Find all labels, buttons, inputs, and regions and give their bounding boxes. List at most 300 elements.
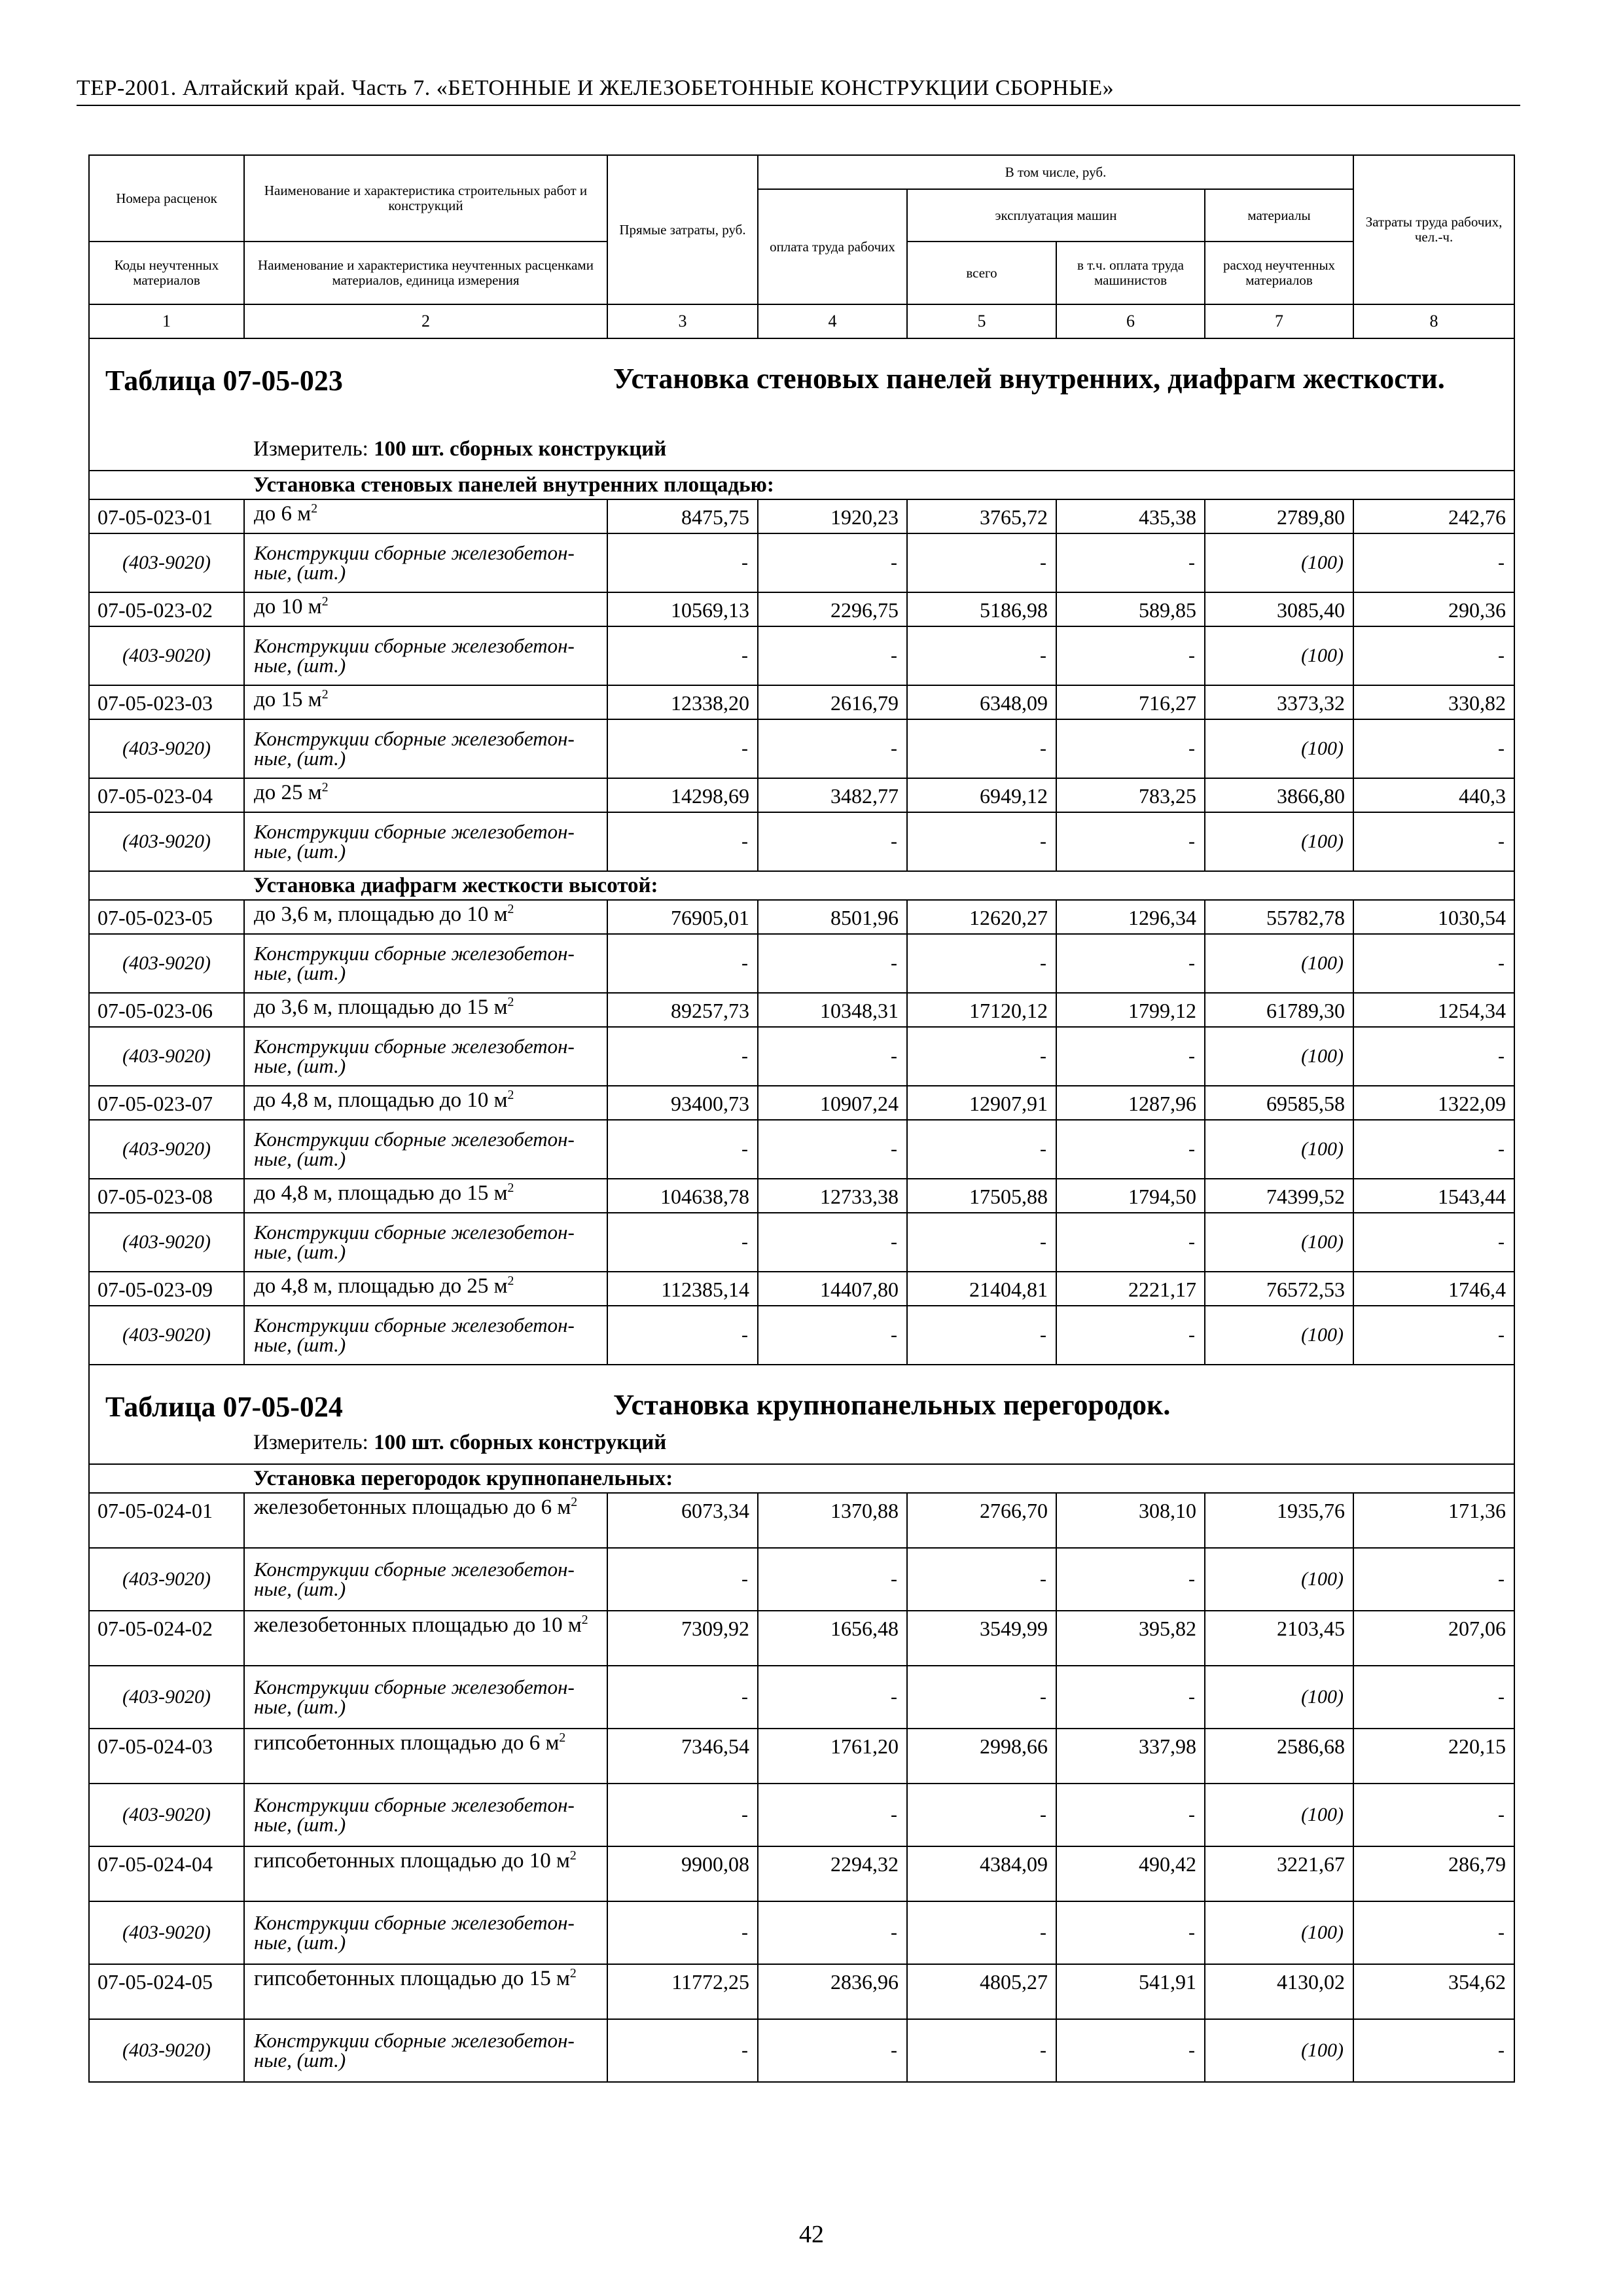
empty-dash: -: [1056, 1666, 1205, 1729]
empty-dash: -: [607, 1784, 758, 1846]
col-number: 5: [907, 304, 1056, 338]
empty-dash: -: [1056, 1120, 1205, 1179]
rate-code: 07-05-023-01: [89, 499, 244, 533]
empty-dash: -: [1353, 1027, 1514, 1086]
empty-dash: -: [758, 1666, 907, 1729]
material-count: (100): [1205, 1666, 1353, 1729]
empty-dash: -: [1056, 812, 1205, 871]
col1-bottom-header: Коды неучтенных материалов: [89, 242, 244, 304]
cost-value: 2789,80: [1205, 499, 1353, 533]
empty-dash: -: [1353, 1306, 1514, 1365]
table-number: Таблица 07-05-023: [105, 365, 343, 397]
cost-value: 3765,72: [907, 499, 1056, 533]
cost-value: 171,36: [1353, 1493, 1514, 1548]
empty-dash: -: [1056, 2019, 1205, 2082]
material-code: (403-9020): [89, 1027, 244, 1086]
cost-value: 3482,77: [758, 778, 907, 812]
table-row: [89, 993, 1514, 1027]
col-number: 6: [1056, 304, 1205, 338]
material-count: (100): [1205, 533, 1353, 592]
cost-value: 1799,12: [1056, 993, 1205, 1027]
material-count: (100): [1205, 812, 1353, 871]
empty-dash: -: [607, 1213, 758, 1272]
rate-code: 07-05-023-03: [89, 685, 244, 719]
unit-label: Измеритель:: [253, 437, 368, 461]
cost-value: 10907,24: [758, 1086, 907, 1120]
empty-dash: -: [758, 1027, 907, 1086]
table-caption: [89, 1365, 1514, 1464]
cost-value: 716,27: [1056, 685, 1205, 719]
table-row: [89, 1964, 1514, 2019]
cost-value: 1656,48: [758, 1611, 907, 1666]
cost-value: 2103,45: [1205, 1611, 1353, 1666]
empty-dash: -: [758, 626, 907, 685]
section-heading: Установка стеновых панелей внутренних площадью:: [89, 471, 1514, 499]
cost-value: 17120,12: [907, 993, 1056, 1027]
cost-value: 76572,53: [1205, 1272, 1353, 1306]
material-description: Конструкции сборные железобетон-ные, (шт.): [244, 1784, 607, 1846]
work-description: до 3,6 м, площадью до 15 $м^2$: [244, 993, 607, 1027]
material-row: [89, 533, 1514, 592]
material-description: Конструкции сборные железобетон-ные, (шт.): [244, 1306, 607, 1365]
cost-value: 783,25: [1056, 778, 1205, 812]
running-head: ТЕР-2001. Алтайский край. Часть 7. «БЕТОННЫЕ И ЖЕЛЕЗОБЕТОННЫЕ КОНСТРУКЦИИ СБОРНЫЕ»: [77, 76, 1115, 100]
empty-dash: -: [1353, 812, 1514, 871]
material-row: [89, 1120, 1514, 1179]
materials-header: материалы: [1205, 189, 1353, 242]
table-row: [89, 1729, 1514, 1784]
table-row: [89, 685, 1514, 719]
superscript: 2: [321, 780, 329, 795]
cost-value: 2998,66: [907, 1729, 1056, 1784]
empty-dash: -: [907, 1784, 1056, 1846]
material-count: (100): [1205, 719, 1353, 778]
col5-header: всего: [907, 242, 1056, 304]
work-description: до 10 $м^2$: [244, 592, 607, 626]
cost-value: 6949,12: [907, 778, 1056, 812]
empty-dash: -: [907, 1666, 1056, 1729]
cost-value: 1322,09: [1353, 1086, 1514, 1120]
material-count: (100): [1205, 1784, 1353, 1846]
rate-code: 07-05-024-05: [89, 1964, 244, 2019]
cost-value: 2296,75: [758, 592, 907, 626]
cost-value: 8475,75: [607, 499, 758, 533]
material-row: [89, 1548, 1514, 1611]
cost-value: 6348,09: [907, 685, 1056, 719]
col-number: 7: [1205, 304, 1353, 338]
cost-value: 76905,01: [607, 900, 758, 934]
cost-value: 12907,91: [907, 1086, 1056, 1120]
cost-value: 8501,96: [758, 900, 907, 934]
col-number: 1: [89, 304, 244, 338]
empty-dash: -: [758, 533, 907, 592]
material-code: (403-9020): [89, 626, 244, 685]
cost-value: 1370,88: [758, 1493, 907, 1548]
empty-dash: -: [1353, 719, 1514, 778]
material-row: [89, 1901, 1514, 1964]
material-description: Конструкции сборные железобетон-ные, (шт.): [244, 1213, 607, 1272]
cost-value: 1254,34: [1353, 993, 1514, 1027]
work-description: железобетонных площадью до 6 $м^2$: [244, 1493, 607, 1548]
col4-header: оплата труда рабочих: [758, 189, 907, 304]
empty-dash: -: [907, 1901, 1056, 1964]
cost-value: 290,36: [1353, 592, 1514, 626]
cost-value: 6073,34: [607, 1493, 758, 1548]
col-number: 8: [1353, 304, 1514, 338]
empty-dash: -: [758, 1901, 907, 1964]
work-description: до 15 $м^2$: [244, 685, 607, 719]
cost-value: 17505,88: [907, 1179, 1056, 1213]
material-code: (403-9020): [89, 1213, 244, 1272]
cost-value: 10569,13: [607, 592, 758, 626]
cost-value: 3221,67: [1205, 1846, 1353, 1901]
empty-dash: -: [1353, 1548, 1514, 1611]
cost-value: 541,91: [1056, 1964, 1205, 2019]
material-count: (100): [1205, 934, 1353, 993]
empty-dash: -: [758, 1548, 907, 1611]
material-description: Конструкции сборные железобетон-ные, (шт.): [244, 1901, 607, 1964]
cost-value: 2766,70: [907, 1493, 1056, 1548]
work-description: гипсобетонных площадью до 15 $м^2$: [244, 1964, 607, 2019]
superscript: 2: [311, 501, 318, 516]
empty-dash: -: [607, 1027, 758, 1086]
unit-value: 100 шт. сборных конструкций: [374, 437, 667, 461]
empty-dash: -: [907, 812, 1056, 871]
cost-value: 490,42: [1056, 1846, 1205, 1901]
cost-value: 1761,20: [758, 1729, 907, 1784]
work-description: до 25 $м^2$: [244, 778, 607, 812]
empty-dash: -: [907, 934, 1056, 993]
col-number: 3: [607, 304, 758, 338]
empty-dash: -: [758, 1306, 907, 1365]
cost-value: 3085,40: [1205, 592, 1353, 626]
cost-value: 12733,38: [758, 1179, 907, 1213]
material-code: (403-9020): [89, 934, 244, 993]
empty-dash: -: [907, 533, 1056, 592]
material-code: (403-9020): [89, 2019, 244, 2082]
material-description: Конструкции сборные железобетон-ные, (шт.): [244, 626, 607, 685]
rate-code: 07-05-024-02: [89, 1611, 244, 1666]
empty-dash: -: [607, 1548, 758, 1611]
empty-dash: -: [1056, 1901, 1205, 1964]
superscript: 2: [507, 902, 514, 916]
cost-value: 589,85: [1056, 592, 1205, 626]
cost-value: 308,10: [1056, 1493, 1205, 1548]
empty-dash: -: [607, 1306, 758, 1365]
cost-value: 3866,80: [1205, 778, 1353, 812]
table-row: [89, 778, 1514, 812]
table-row: [89, 1179, 1514, 1213]
empty-dash: -: [607, 812, 758, 871]
col8-header: Затраты труда рабочих, чел.-ч.: [1353, 155, 1514, 304]
cost-value: 4384,09: [907, 1846, 1056, 1901]
col6-header: в т.ч. оплата труда машинистов: [1056, 242, 1205, 304]
empty-dash: -: [1353, 1666, 1514, 1729]
superscript: 2: [581, 1613, 588, 1627]
material-code: (403-9020): [89, 1784, 244, 1846]
empty-dash: -: [1353, 2019, 1514, 2082]
cost-value: 3549,99: [907, 1611, 1056, 1666]
table-row: [89, 1086, 1514, 1120]
cost-value: 5186,98: [907, 592, 1056, 626]
cost-value: 12338,20: [607, 685, 758, 719]
price-table: [88, 154, 1514, 2083]
col7-header: расход неучтенных материалов: [1205, 242, 1353, 304]
cost-value: 1746,4: [1353, 1272, 1514, 1306]
cost-value: 1287,96: [1056, 1086, 1205, 1120]
table-row: [89, 900, 1514, 934]
material-row: [89, 1784, 1514, 1846]
empty-dash: -: [907, 1548, 1056, 1611]
work-description: гипсобетонных площадью до 6 $м^2$: [244, 1729, 607, 1784]
empty-dash: -: [1056, 626, 1205, 685]
empty-dash: -: [758, 719, 907, 778]
work-description: гипсобетонных площадью до 10 $м^2$: [244, 1846, 607, 1901]
material-count: (100): [1205, 2019, 1353, 2082]
material-description: Конструкции сборные железобетон-ные, (шт.): [244, 812, 607, 871]
rate-code: 07-05-023-07: [89, 1086, 244, 1120]
cost-value: 104638,78: [607, 1179, 758, 1213]
empty-dash: -: [607, 1901, 758, 1964]
empty-dash: -: [1353, 626, 1514, 685]
material-description: Конструкции сборные железобетон-ные, (шт.): [244, 1666, 607, 1729]
empty-dash: -: [758, 1120, 907, 1179]
cost-value: 4130,02: [1205, 1964, 1353, 2019]
empty-dash: -: [758, 812, 907, 871]
cost-value: 9900,08: [607, 1846, 758, 1901]
rate-code: 07-05-024-01: [89, 1493, 244, 1548]
work-description: до 4,8 м, площадью до 10 $м^2$: [244, 1086, 607, 1120]
incl-header: В том числе, руб.: [758, 155, 1353, 189]
superscript: 2: [571, 1495, 578, 1509]
empty-dash: -: [907, 626, 1056, 685]
section-heading: Установка перегородок крупнопанельных:: [89, 1464, 1514, 1493]
cost-value: 337,98: [1056, 1729, 1205, 1784]
cost-value: 395,82: [1056, 1611, 1205, 1666]
work-description: до 6 $м^2$: [244, 499, 607, 533]
cost-value: 2616,79: [758, 685, 907, 719]
material-description: Конструкции сборные железобетон-ные, (шт.): [244, 533, 607, 592]
material-count: (100): [1205, 1120, 1353, 1179]
empty-dash: -: [607, 719, 758, 778]
material-row: [89, 626, 1514, 685]
cost-value: 55782,78: [1205, 900, 1353, 934]
cost-value: 7309,92: [607, 1611, 758, 1666]
empty-dash: -: [607, 626, 758, 685]
superscript: 2: [507, 1181, 514, 1195]
material-description: Конструкции сборные железобетон-ные, (шт.): [244, 719, 607, 778]
superscript: 2: [321, 594, 329, 609]
empty-dash: -: [607, 2019, 758, 2082]
work-description: до 4,8 м, площадью до 25 $м^2$: [244, 1272, 607, 1306]
empty-dash: -: [1353, 533, 1514, 592]
table-row: [89, 1493, 1514, 1548]
empty-dash: -: [607, 1666, 758, 1729]
rate-code: 07-05-023-04: [89, 778, 244, 812]
material-row: [89, 719, 1514, 778]
empty-dash: -: [907, 1213, 1056, 1272]
empty-dash: -: [607, 533, 758, 592]
cost-value: 1794,50: [1056, 1179, 1205, 1213]
rate-code: 07-05-024-04: [89, 1846, 244, 1901]
cost-value: 2586,68: [1205, 1729, 1353, 1784]
cost-value: 3373,32: [1205, 685, 1353, 719]
work-description: до 3,6 м, площадью до 10 $м^2$: [244, 900, 607, 934]
rate-code: 07-05-023-02: [89, 592, 244, 626]
table-title: Установка стеновых панелей внутренних, диафрагм жесткости.: [613, 363, 1445, 395]
cost-value: 1030,54: [1353, 900, 1514, 934]
superscript: 2: [321, 687, 329, 702]
superscript: 2: [569, 1966, 577, 1981]
col2-bottom-header: Наименование и характеристика неучтенных расценками материалов, единица измерения: [244, 242, 607, 304]
cost-value: 1935,76: [1205, 1493, 1353, 1548]
cost-value: 435,38: [1056, 499, 1205, 533]
cost-value: 93400,73: [607, 1086, 758, 1120]
table-row: [89, 1846, 1514, 1901]
empty-dash: -: [1353, 1120, 1514, 1179]
empty-dash: -: [1056, 1784, 1205, 1846]
cost-value: 2221,17: [1056, 1272, 1205, 1306]
cost-value: 14298,69: [607, 778, 758, 812]
cost-value: 242,76: [1353, 499, 1514, 533]
cost-value: 2836,96: [758, 1964, 907, 2019]
material-code: (403-9020): [89, 1666, 244, 1729]
cost-value: 1296,34: [1056, 900, 1205, 934]
table-unit: [253, 1431, 666, 1455]
empty-dash: -: [1056, 1548, 1205, 1611]
empty-dash: -: [1353, 1784, 1514, 1846]
rate-code: 07-05-024-03: [89, 1729, 244, 1784]
material-code: (403-9020): [89, 1120, 244, 1179]
empty-dash: -: [907, 2019, 1056, 2082]
table-unit: [253, 437, 666, 461]
empty-dash: -: [1353, 1901, 1514, 1964]
cost-value: 10348,31: [758, 993, 907, 1027]
empty-dash: -: [758, 934, 907, 993]
rate-code: 07-05-023-06: [89, 993, 244, 1027]
empty-dash: -: [607, 1120, 758, 1179]
material-description: Конструкции сборные железобетон-ные, (шт.): [244, 1548, 607, 1611]
material-code: (403-9020): [89, 1548, 244, 1611]
cost-value: 220,15: [1353, 1729, 1514, 1784]
empty-dash: -: [907, 1306, 1056, 1365]
cost-value: 2294,32: [758, 1846, 907, 1901]
superscript: 2: [507, 995, 514, 1009]
col-number: 4: [758, 304, 907, 338]
material-row: [89, 1666, 1514, 1729]
material-count: (100): [1205, 626, 1353, 685]
cost-value: 14407,80: [758, 1272, 907, 1306]
empty-dash: -: [1056, 1027, 1205, 1086]
empty-dash: -: [1056, 1213, 1205, 1272]
machines-header: эксплуатация машин: [907, 189, 1205, 242]
unit-label: Измеритель:: [253, 1431, 368, 1454]
material-row: [89, 1213, 1514, 1272]
empty-dash: -: [1056, 934, 1205, 993]
cost-value: 89257,73: [607, 993, 758, 1027]
superscript: 2: [569, 1848, 577, 1863]
rate-code: 07-05-023-08: [89, 1179, 244, 1213]
empty-dash: -: [907, 719, 1056, 778]
empty-dash: -: [1353, 934, 1514, 993]
material-row: [89, 934, 1514, 993]
material-code: (403-9020): [89, 533, 244, 592]
cost-value: 1920,23: [758, 499, 907, 533]
material-row: [89, 2019, 1514, 2082]
col3-header: Прямые затраты, руб.: [607, 155, 758, 304]
material-description: Конструкции сборные железобетон-ные, (шт.): [244, 2019, 607, 2082]
cost-value: 74399,52: [1205, 1179, 1353, 1213]
empty-dash: -: [758, 2019, 907, 2082]
table-row: [89, 499, 1514, 533]
table-number: Таблица 07-05-024: [105, 1391, 343, 1423]
table-title: Установка крупнопанельных перегородок.: [613, 1389, 1171, 1421]
material-row: [89, 1027, 1514, 1086]
material-description: Конструкции сборные железобетон-ные, (шт.): [244, 934, 607, 993]
material-description: Конструкции сборные железобетон-ные, (шт.): [244, 1120, 607, 1179]
rate-code: 07-05-023-09: [89, 1272, 244, 1306]
work-description: железобетонных площадью до 10 $м^2$: [244, 1611, 607, 1666]
cost-value: 69585,58: [1205, 1086, 1353, 1120]
superscript: 2: [559, 1731, 566, 1745]
table-row: [89, 592, 1514, 626]
material-code: (403-9020): [89, 719, 244, 778]
rate-code: 07-05-023-05: [89, 900, 244, 934]
col-number: 2: [244, 304, 607, 338]
material-code: (403-9020): [89, 1306, 244, 1365]
material-count: (100): [1205, 1901, 1353, 1964]
empty-dash: -: [907, 1027, 1056, 1086]
cost-value: 61789,30: [1205, 993, 1353, 1027]
col2-top-header: Наименование и характеристика строительных работ и конструкций: [244, 155, 607, 242]
material-count: (100): [1205, 1306, 1353, 1365]
cost-value: 11772,25: [607, 1964, 758, 2019]
material-code: (403-9020): [89, 812, 244, 871]
material-count: (100): [1205, 1213, 1353, 1272]
material-row: [89, 1306, 1514, 1365]
empty-dash: -: [758, 1784, 907, 1846]
header-rule: [77, 105, 1520, 106]
section-heading: Установка диафрагм жесткости высотой:: [89, 871, 1514, 900]
material-code: (403-9020): [89, 1901, 244, 1964]
cost-value: 7346,54: [607, 1729, 758, 1784]
cost-value: 12620,27: [907, 900, 1056, 934]
superscript: 2: [507, 1088, 514, 1102]
col1-top-header: Номера расценок: [89, 155, 244, 242]
cost-value: 207,06: [1353, 1611, 1514, 1666]
cost-value: 4805,27: [907, 1964, 1056, 2019]
material-row: [89, 812, 1514, 871]
cost-value: 286,79: [1353, 1846, 1514, 1901]
cost-value: 354,62: [1353, 1964, 1514, 2019]
empty-dash: -: [607, 934, 758, 993]
material-count: (100): [1205, 1548, 1353, 1611]
empty-dash: -: [1353, 1213, 1514, 1272]
table-caption: [89, 338, 1514, 471]
table-row: [89, 1611, 1514, 1666]
superscript: 2: [507, 1274, 514, 1288]
cost-value: 21404,81: [907, 1272, 1056, 1306]
empty-dash: -: [907, 1120, 1056, 1179]
table-row: [89, 1272, 1514, 1306]
empty-dash: -: [1056, 719, 1205, 778]
cost-value: 1543,44: [1353, 1179, 1514, 1213]
cost-value: 330,82: [1353, 685, 1514, 719]
cost-value: 112385,14: [607, 1272, 758, 1306]
page-number: 42: [799, 2221, 824, 2248]
empty-dash: -: [1056, 1306, 1205, 1365]
unit-value: 100 шт. сборных конструкций: [374, 1431, 667, 1454]
